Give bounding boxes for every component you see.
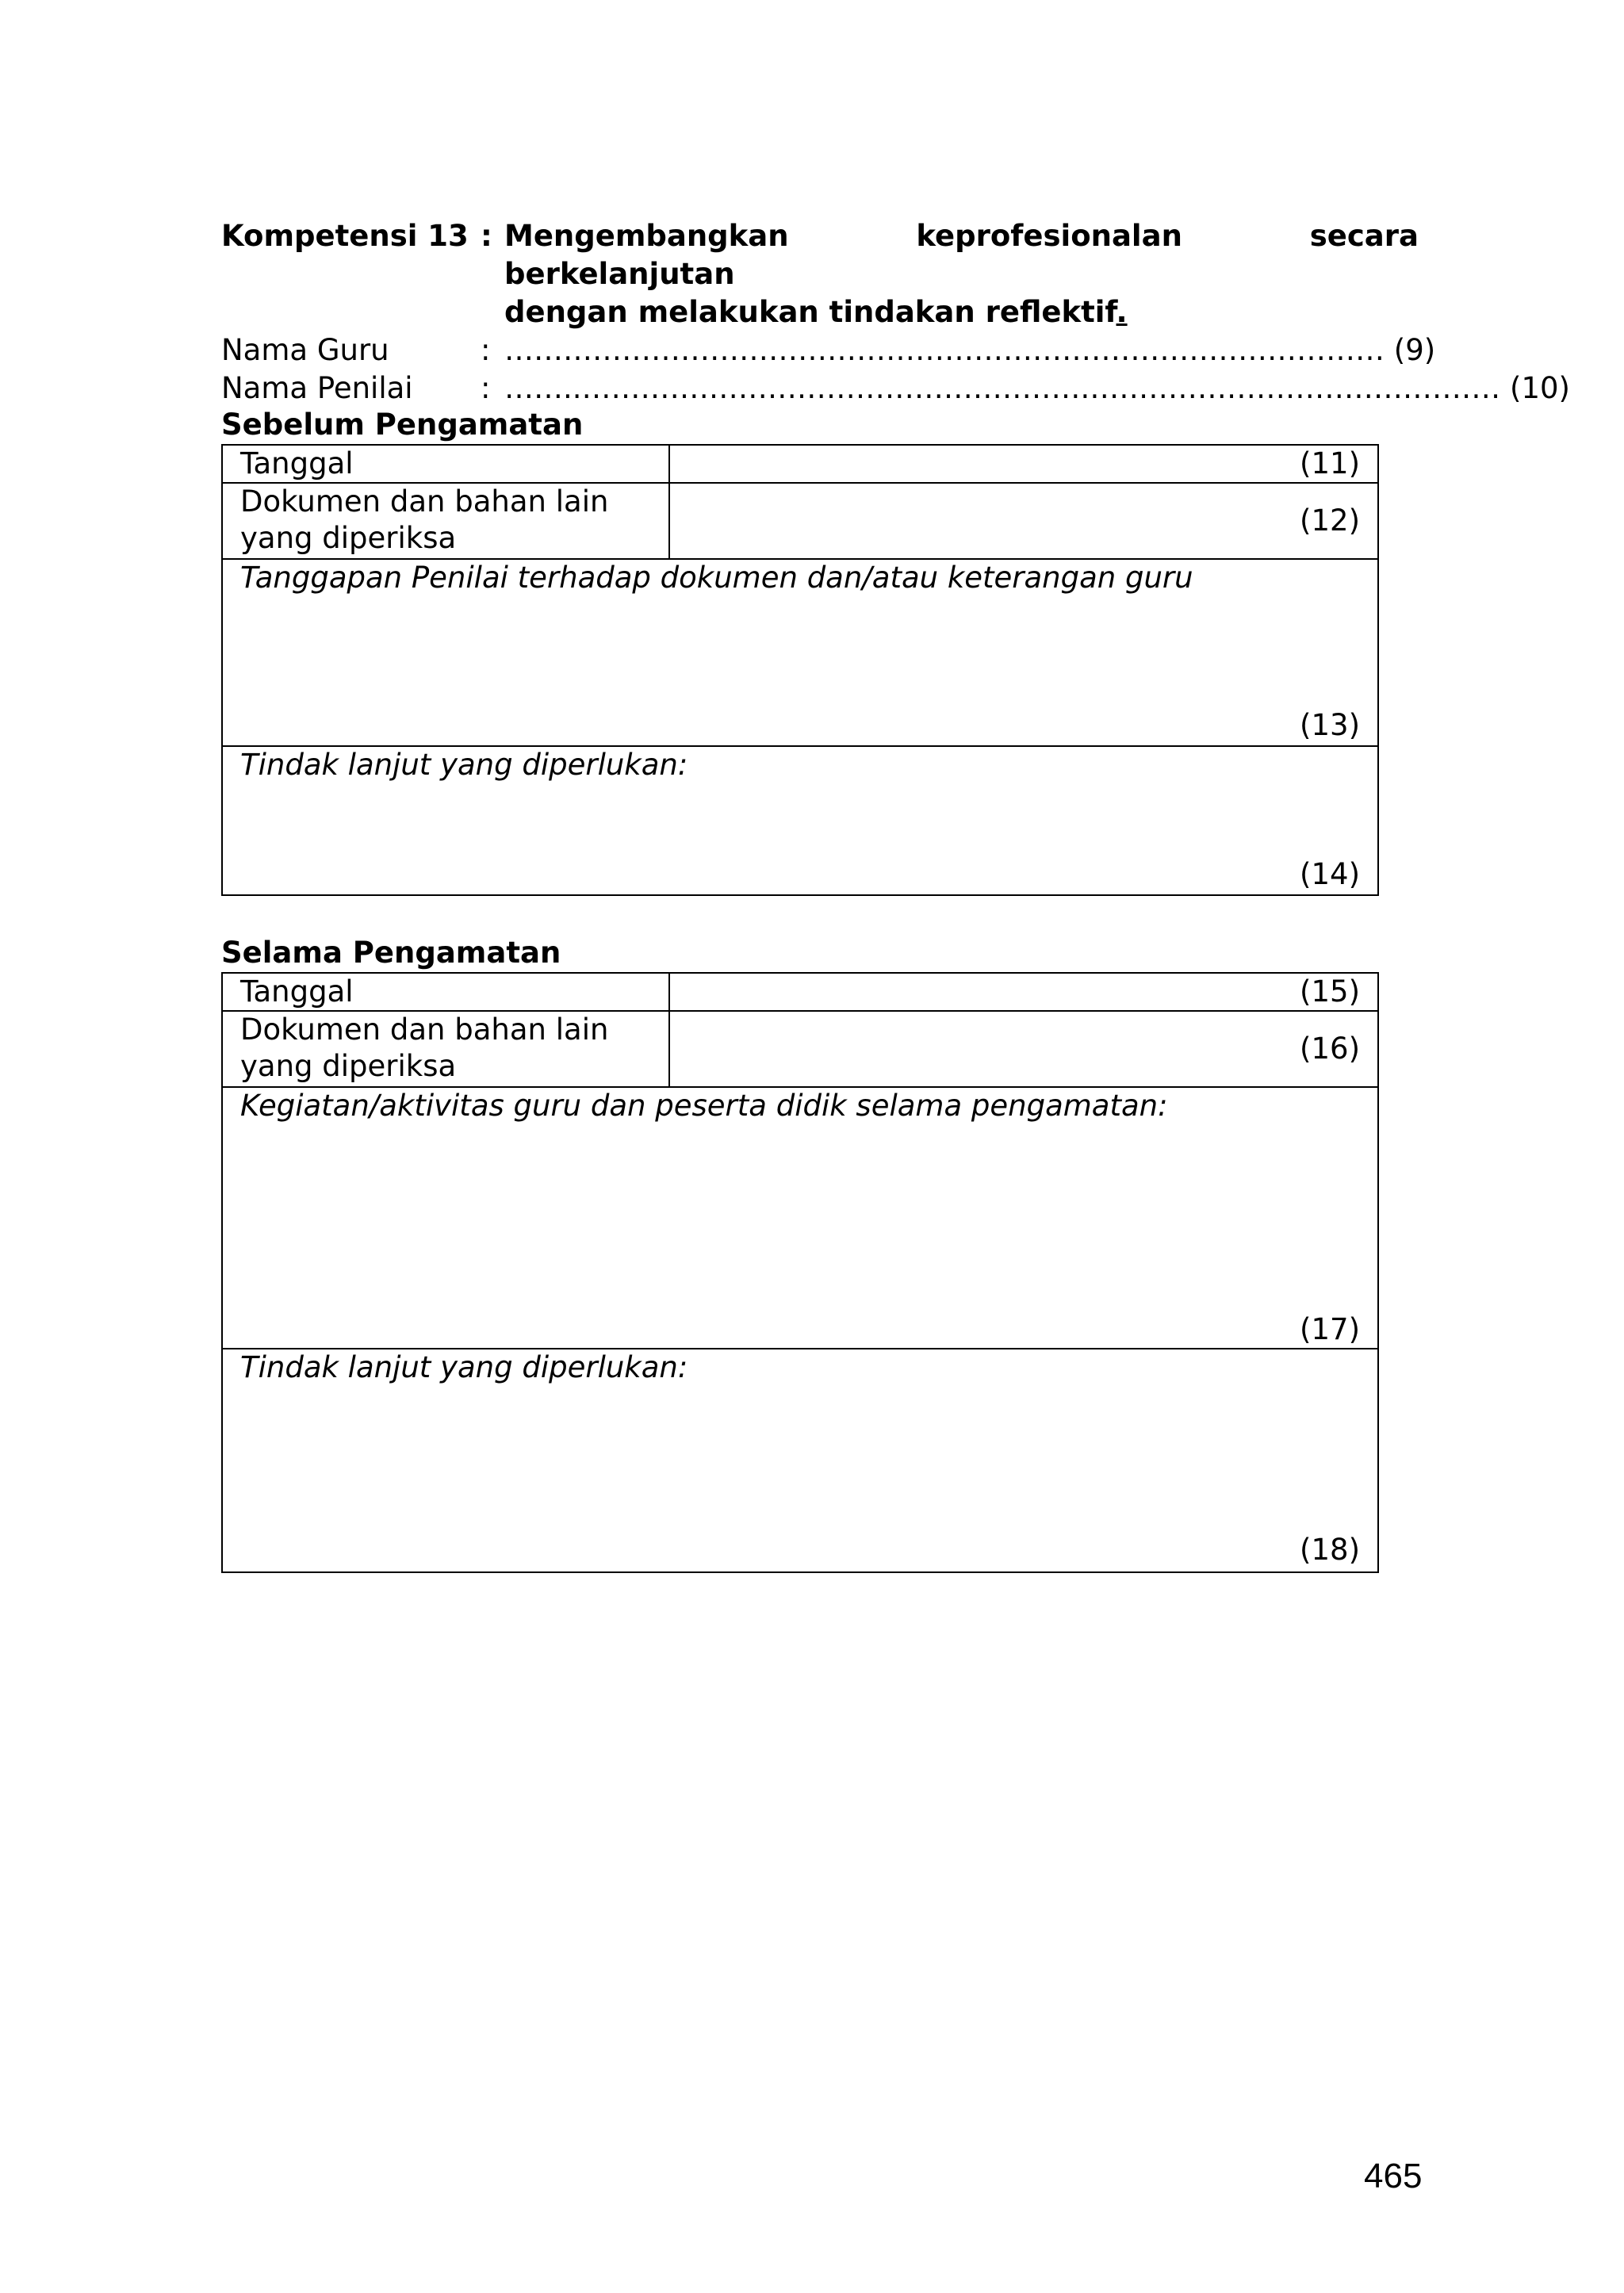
before-followup-field[interactable] — [223, 747, 1377, 894]
competency-text-line2 — [504, 293, 1419, 331]
during-followup-row — [223, 1349, 1377, 1571]
during-date-num: (15) — [1300, 974, 1360, 1009]
before-followup-num: (14) — [1300, 857, 1360, 891]
before-date-field[interactable] — [670, 446, 1377, 482]
before-response-row — [223, 560, 1377, 747]
during-docs-row — [223, 1012, 1377, 1088]
during-activity-num: (17) — [1300, 1312, 1360, 1346]
during-followup-label: Tindak lanjut yang diperlukan: — [240, 1350, 688, 1384]
during-docs-label-line2: yang diperiksa — [240, 1049, 457, 1083]
competency-text-end: . — [1116, 295, 1128, 329]
before-docs-num: (12) — [1300, 503, 1360, 538]
teacher-name-field[interactable]: ……………………………………………………………………………… (9) — [504, 333, 1436, 367]
during-followup-num: (18) — [1300, 1533, 1360, 1567]
before-followup-row — [223, 747, 1377, 894]
during-followup-field[interactable] — [223, 1349, 1377, 1571]
form-header — [221, 217, 1570, 408]
teacher-label: Nama Guru — [221, 333, 389, 367]
during-date-row — [223, 974, 1377, 1012]
before-docs-label-line2: yang diperiksa — [240, 521, 457, 555]
before-docs-field[interactable] — [670, 484, 1377, 558]
assessor-row — [221, 369, 1570, 408]
before-response-num: (13) — [1300, 708, 1360, 742]
before-date-num: (11) — [1300, 446, 1360, 480]
during-activity-row — [223, 1088, 1377, 1349]
during-activity-label: Kegiatan/aktivitas guru dan peserta didik selama pengamatan: — [240, 1089, 1168, 1123]
before-response-label: Tanggapan Penilai terhadap dokumen dan/atau keterangan guru — [240, 561, 1193, 595]
before-observation-table — [221, 444, 1379, 896]
during-activity-field[interactable] — [223, 1088, 1377, 1348]
competency-label: Kompetensi 13 — [221, 219, 469, 253]
competency-text — [504, 217, 1419, 331]
before-docs-label — [223, 484, 670, 558]
during-docs-label-line1: Dokumen dan bahan lain — [240, 1013, 609, 1047]
before-observation-title: Sebelum Pengamatan — [221, 408, 584, 442]
during-date-label: Tanggal — [223, 974, 670, 1010]
before-docs-label-line1: Dokumen dan bahan lain — [240, 484, 609, 519]
during-date-field[interactable] — [670, 974, 1377, 1010]
before-docs-row — [223, 484, 1377, 560]
teacher-row — [221, 331, 1436, 369]
during-docs-field[interactable] — [670, 1012, 1377, 1086]
competency-row — [221, 217, 1419, 331]
before-date-label: Tanggal — [223, 446, 670, 482]
assessor-name-field[interactable]: ……..…………………………………………….…………………………………… (10) — [504, 371, 1570, 405]
assessor-label: Nama Penilai — [221, 371, 413, 405]
competency-colon: : — [481, 219, 492, 253]
during-observation-table — [221, 972, 1379, 1573]
competency-text-line1: Mengembangkan keprofesionalan secara berkelanjutan — [504, 219, 1419, 291]
during-observation-title: Selama Pengamatan — [221, 936, 561, 970]
during-docs-num: (16) — [1300, 1032, 1360, 1066]
before-followup-label: Tindak lanjut yang diperlukan: — [240, 748, 688, 782]
before-date-row — [223, 446, 1377, 484]
assessor-colon: : — [481, 371, 491, 405]
during-docs-label — [223, 1012, 670, 1086]
before-response-field[interactable] — [223, 560, 1377, 745]
competency-text-line2-main: dengan melakukan tindakan reflektif — [504, 295, 1116, 329]
teacher-colon: : — [481, 333, 491, 367]
page-number: 465 — [1364, 2157, 1423, 2195]
